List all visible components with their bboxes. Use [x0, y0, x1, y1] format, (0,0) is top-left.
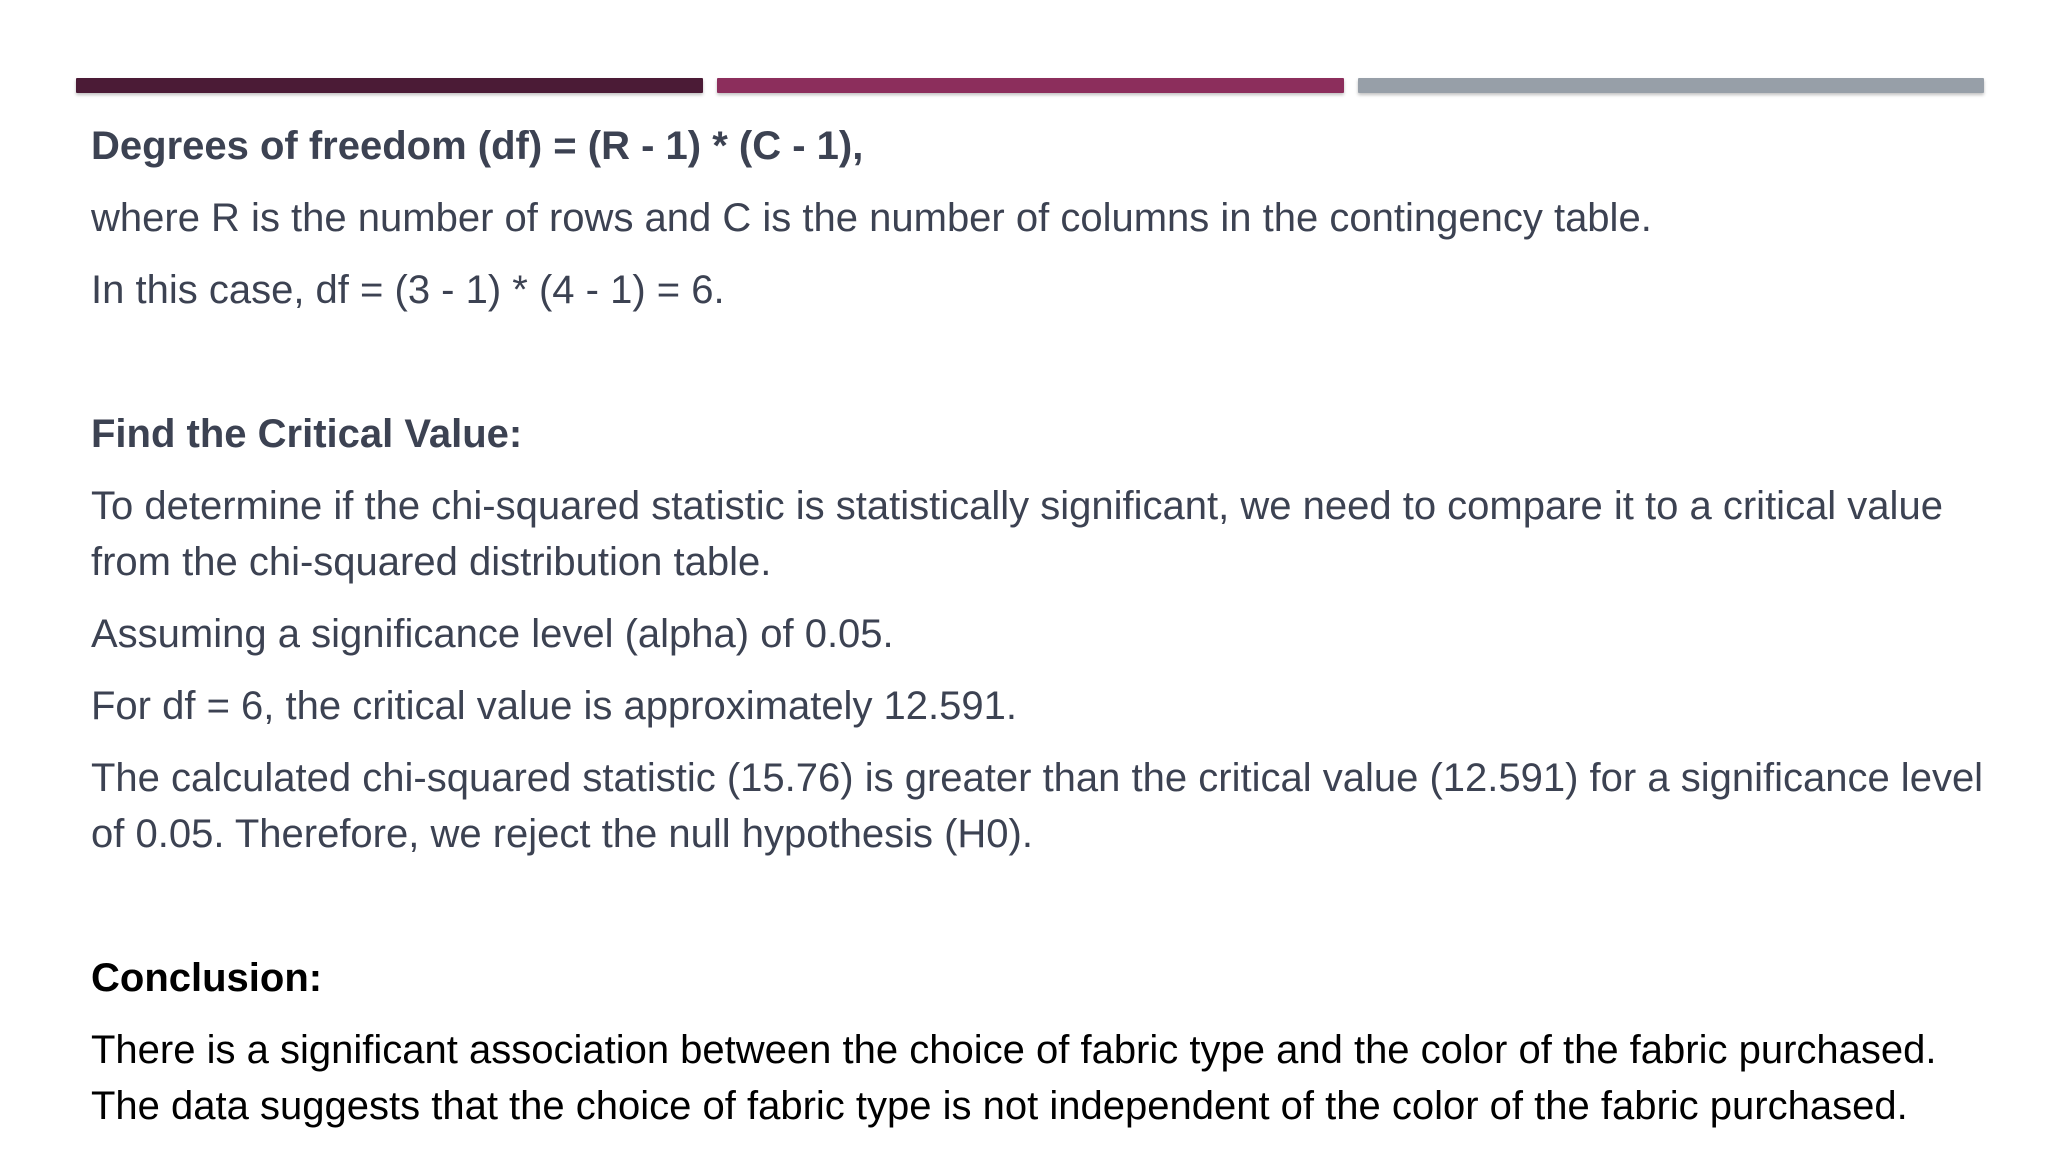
- accent-bar-gray: [1358, 78, 1984, 93]
- degrees-of-freedom-section: [91, 118, 1996, 318]
- conclusion-text: There is a significant association between the choice of fabric type and the color of the fabric purchased. The data suggests that the choice of fabric type is not independent of the color of the fabric purchased.: [91, 1028, 1937, 1128]
- rejection-text: The calculated chi-squared statistic (15.76) is greater than the critical value (12.591) for a significance level of 0.05. Therefore, we reject the null hypothesis (H0).: [91, 756, 1984, 856]
- conclusion-section: [91, 950, 1996, 1134]
- conclusion-heading: Conclusion:: [91, 956, 323, 1000]
- critical-value-intro-text: To determine if the chi-squared statistic is statistically significant, we need to compare it to a critical value from the chi-squared distribution table.: [91, 484, 1943, 584]
- slide-content: [91, 110, 1996, 1134]
- df-calculation-text: In this case, df = (3 - 1) * (4 - 1) = 6.: [91, 268, 725, 312]
- df-definition-text: where R is the number of rows and C is the number of columns in the contingency table.: [91, 196, 1652, 240]
- critical-value-heading: Find the Critical Value:: [91, 412, 523, 456]
- df-formula-heading: Degrees of freedom (df) = (R - 1) * (C - 1),: [91, 124, 864, 168]
- significance-level-text: Assuming a significance level (alpha) of 0.05.: [91, 612, 894, 656]
- accent-bar-dark-plum: [76, 78, 703, 93]
- critical-value-text: For df = 6, the critical value is approximately 12.591.: [91, 684, 1018, 728]
- accent-bar-magenta: [717, 78, 1344, 93]
- critical-value-section: [91, 406, 1996, 862]
